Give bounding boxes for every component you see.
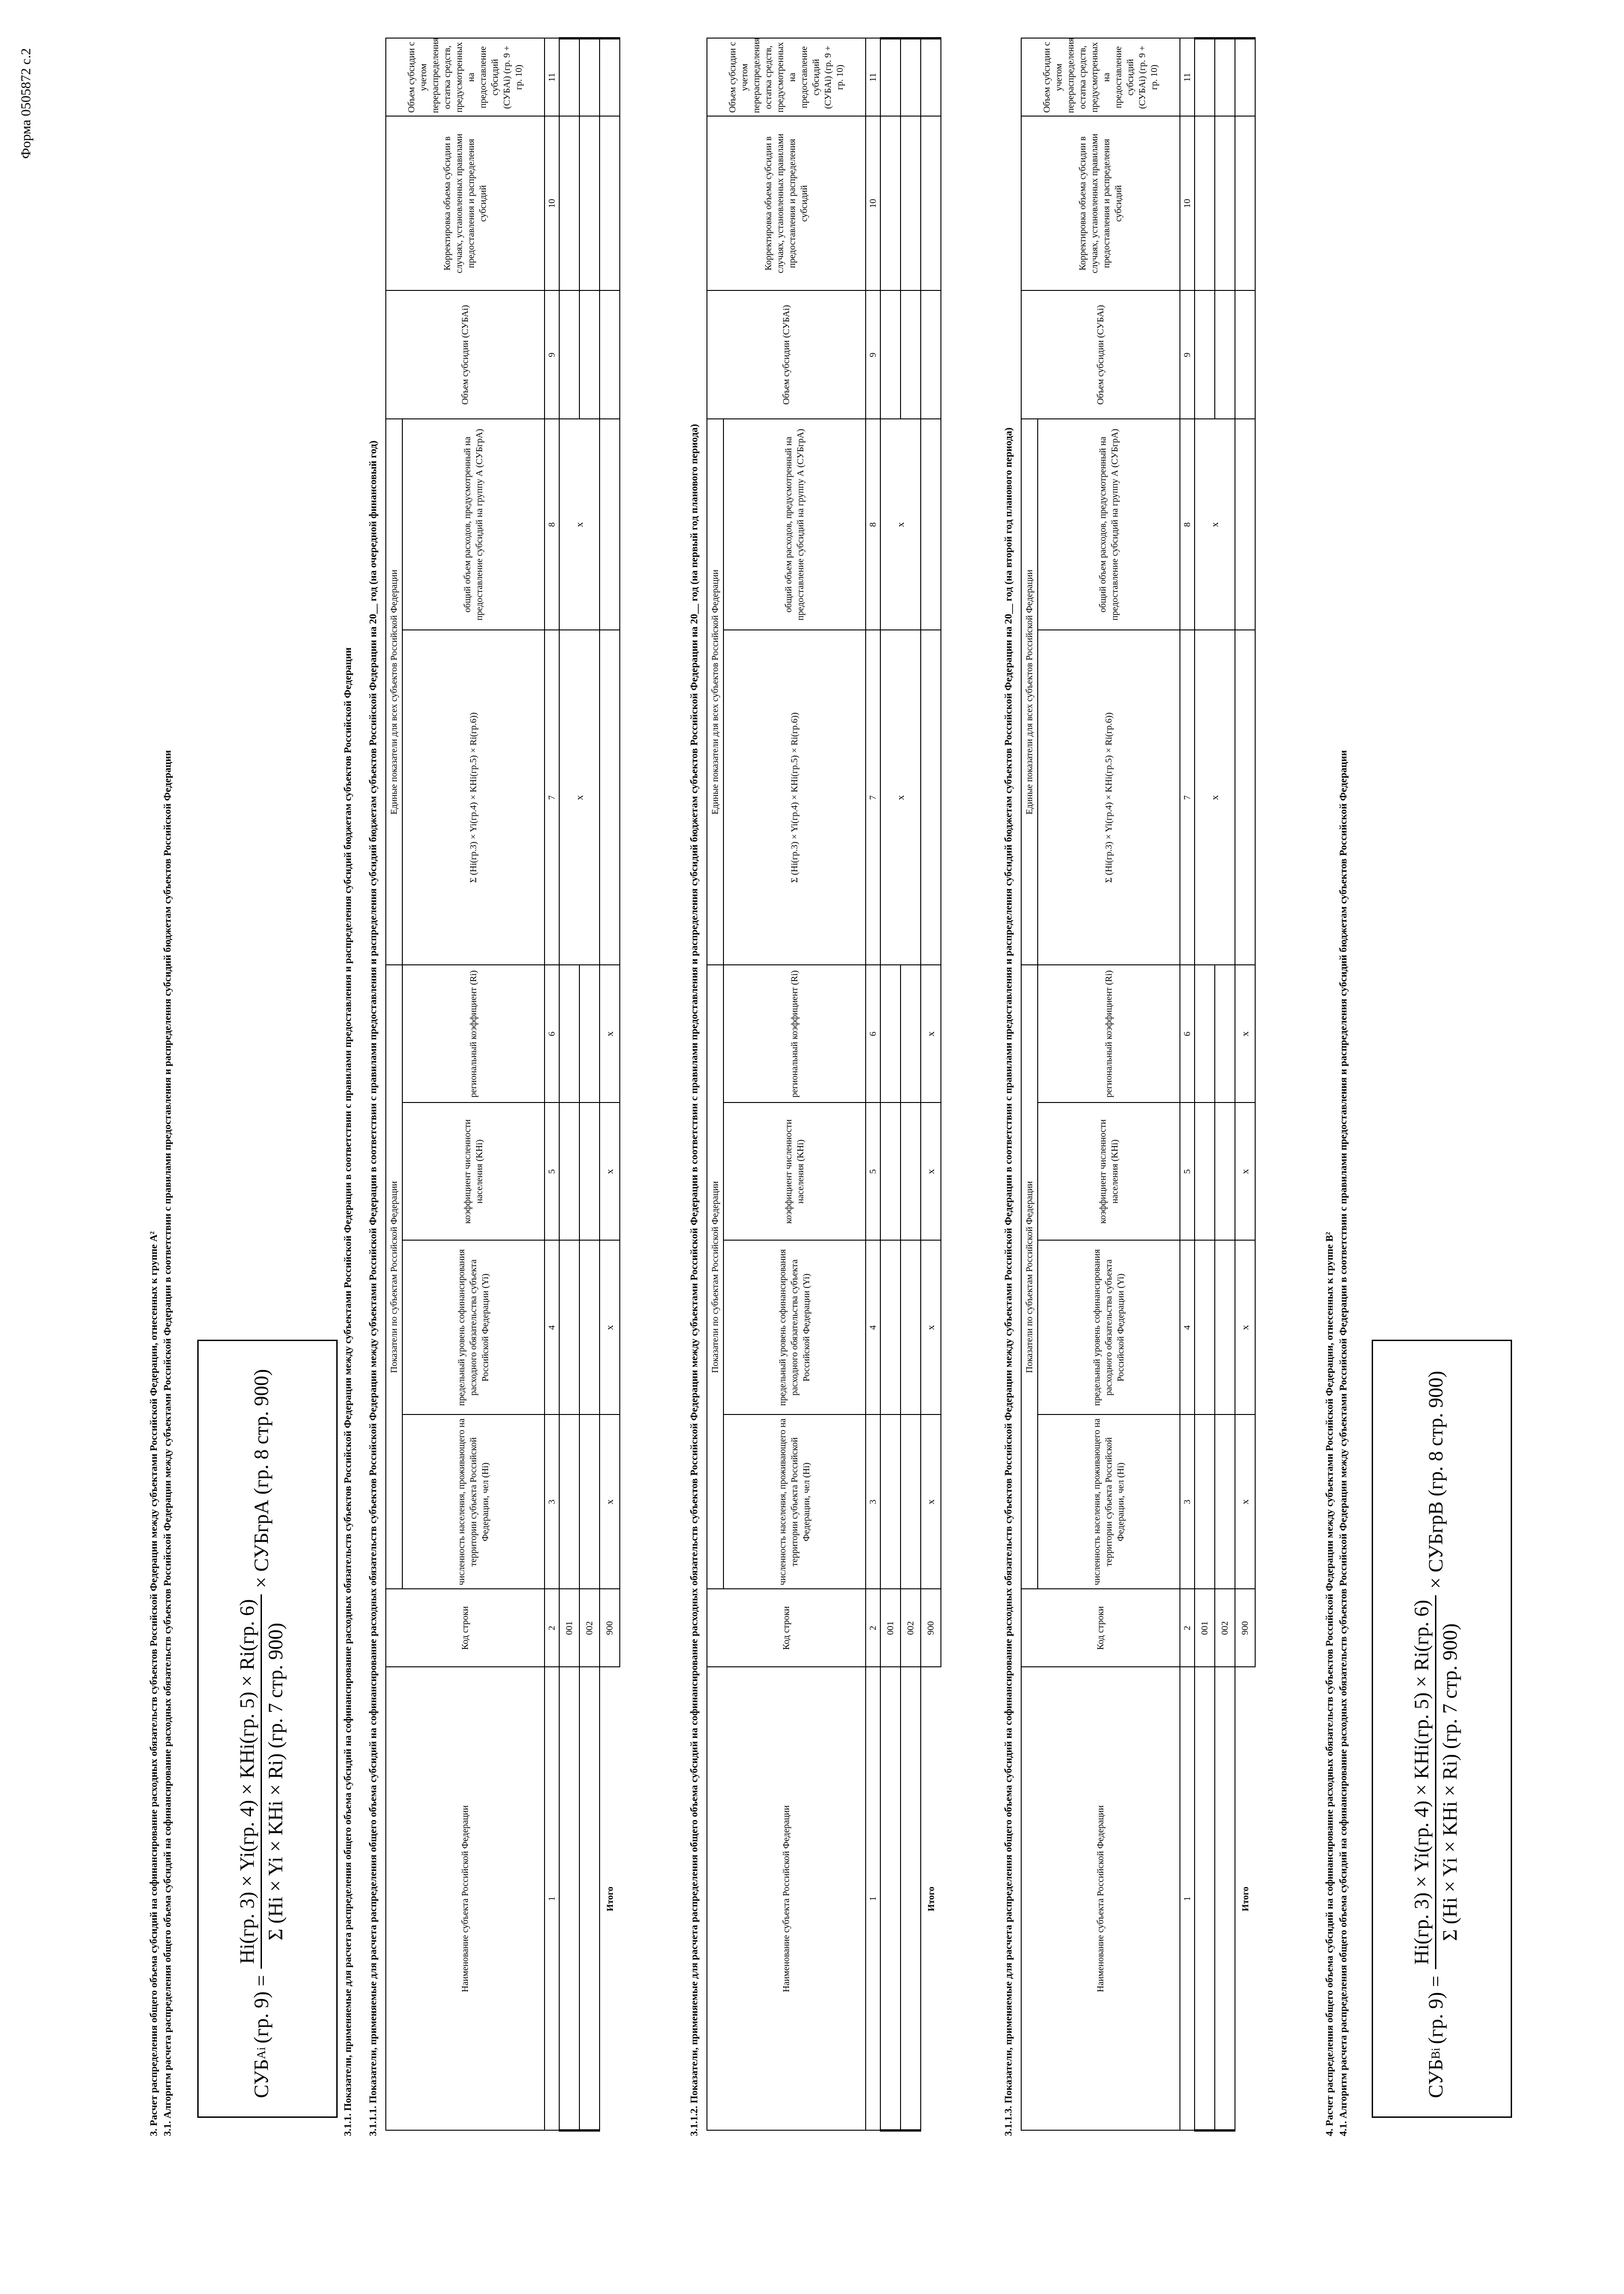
subject-name-cell[interactable]: [1195, 1667, 1215, 2131]
col-subject-name-header: Наименование субъекта Российской Федерации: [707, 1667, 866, 2131]
formula-b: [1410, 1371, 1462, 2098]
col9-header: Объем субсидии (СУБАi): [1021, 290, 1180, 419]
total-value-cell[interactable]: [1235, 38, 1255, 116]
not-applicable-mark: x: [924, 1169, 936, 1174]
column-number: 8: [866, 419, 880, 630]
column-number: 4: [545, 1241, 559, 1415]
total-value-cell[interactable]: [1235, 290, 1255, 419]
col4-header: предельный уровень софинансирования расходного обязательства субъекта Российской Федерации (Yi): [402, 1241, 545, 1415]
not-applicable-mark: x: [924, 1031, 936, 1036]
col-row-code-header: Код строки: [707, 1589, 866, 1667]
not-applicable-cell: [1235, 1103, 1255, 1241]
col5-header: коэффициент численности населения (KHi): [402, 1103, 545, 1241]
col3-header: численность населения, проживающего на территории субъекта Российской Федерации, чел (Hi): [723, 1415, 866, 1589]
total-row: [1235, 38, 1255, 2130]
subject-name-cell[interactable]: [901, 1667, 921, 2131]
group-all-header: Единые показатели для всех субъектов Российской Федерации: [386, 419, 402, 965]
value-cell[interactable]: [579, 1103, 600, 1241]
column-number: 4: [866, 1241, 880, 1415]
group-subject-header: Показатели по субъектам Российской Федерации: [707, 965, 723, 1589]
section311-heading: 3.1.1. Показатели, применяемые для расчета распределения общего объема субсидий на софинансирование расходных обязательств субъектов Российской Федерации между субъектами Российской Федерации в соответствии с правилами предоставления и распределения субсидий бюджетам субъектов Российской Федерации: [342, 647, 353, 2136]
not-applicable-mark: x: [603, 1031, 615, 1036]
row-code-cell: 001: [1195, 1589, 1215, 1667]
not-applicable-mark: x: [1239, 1169, 1251, 1174]
formula-b-denominator: Σ (Hi × Yi × KHi × Ri) (гр. 7 стр. 900): [1439, 1623, 1461, 1941]
row-code-cell: 900: [1235, 1589, 1255, 1667]
total-value-cell[interactable]: [600, 290, 620, 419]
value-cell[interactable]: [1195, 1241, 1215, 1415]
not-applicable-mark: x: [1239, 1031, 1251, 1036]
formula-b-lhs-sub: Вi: [1429, 2048, 1442, 2059]
not-applicable-mark: x: [924, 1325, 936, 1330]
total-label: Итого: [605, 1887, 615, 1911]
value-cell: [880, 419, 921, 630]
col8-header: общий объем расходов, предусмотренный на предоставление субсидий на группу А (СУБгрА): [1038, 419, 1180, 630]
not-applicable-cell: [1235, 965, 1255, 1102]
not-applicable-mark: x: [1239, 1325, 1251, 1330]
formula-a-lhs: СУБ: [250, 2059, 273, 2098]
formula-b-lhs-tail: (гр. 9) =: [1424, 1976, 1447, 2044]
not-applicable-mark: x: [924, 1499, 936, 1504]
total-value-cell[interactable]: [600, 116, 620, 290]
col6-header: региональный коэффициент (Ri): [1038, 965, 1180, 1102]
col11-header: Объем субсидии с учетом перераспределения остатка средств, предусмотренных на предоставление субсидий (СУБАi) (гр. 9 + гр. 10): [707, 38, 866, 116]
column-number-row: [545, 38, 559, 2130]
value-cell[interactable]: [559, 1241, 579, 1415]
column-number: 10: [545, 116, 559, 290]
table-row: [579, 38, 600, 2130]
total-value-cell[interactable]: [600, 38, 620, 116]
value-cell[interactable]: [880, 1103, 901, 1241]
column-number: 1: [545, 1667, 559, 2131]
col4-header: предельный уровень софинансирования расходного обязательства субъекта Российской Федерации (Yi): [723, 1241, 866, 1415]
column-number: 11: [1180, 38, 1195, 116]
col8-header: общий объем расходов, предусмотренный на предоставление субсидий на группу А (СУБгрА): [723, 419, 866, 630]
group-subject-header: Показатели по субъектам Российской Федерации: [386, 965, 402, 1589]
value-cell[interactable]: [880, 38, 901, 116]
col4-header: предельный уровень софинансирования расходного обязательства субъекта Российской Федерации (Yi): [1038, 1241, 1180, 1415]
total-value-cell[interactable]: [1235, 630, 1255, 965]
column-number: 7: [866, 630, 880, 965]
total-label: Итого: [1240, 1887, 1251, 1911]
total-value-cell[interactable]: [1235, 419, 1255, 630]
formula-a-fraction: [235, 1595, 287, 1969]
value-cell[interactable]: [1195, 1103, 1215, 1241]
not-applicable-mark: x: [573, 522, 585, 527]
column-number: 9: [545, 290, 559, 419]
table-3-1-1-3: [1021, 37, 1256, 2132]
column-number: 6: [866, 965, 880, 1102]
value-cell[interactable]: [559, 965, 579, 1102]
column-number: 2: [866, 1589, 880, 1667]
column-number: 6: [1180, 965, 1195, 1102]
column-number: 1: [866, 1667, 880, 2131]
table-row: [559, 38, 579, 2130]
value-cell[interactable]: [559, 38, 579, 116]
table-row: [1195, 38, 1215, 2130]
value-cell: [1195, 419, 1235, 630]
value-cell[interactable]: [901, 38, 921, 116]
group-all-header: Единые показатели для всех субъектов Российской Федерации: [1021, 419, 1038, 965]
table-row: [880, 38, 901, 2130]
col3-header: численность населения, проживающего на территории субъекта Российской Федерации, чел (Hi): [1038, 1415, 1180, 1589]
formula-a-tail: × СУБгрА (гр. 8 стр. 900): [250, 1369, 273, 1588]
total-row: [600, 38, 620, 2130]
table-3-1-1-1: [385, 37, 620, 2132]
value-cell[interactable]: [1195, 38, 1215, 116]
value-cell[interactable]: [880, 116, 901, 290]
row-code-cell: 002: [901, 1589, 921, 1667]
value-cell[interactable]: [1215, 1103, 1235, 1241]
col7-header: Σ (Hi(гр.3) × Yi(гр.4) × KHi(гр.5) × Ri(гр.6)): [1038, 630, 1180, 965]
table1-caption: 3.1.1.1. Показатели, применяемые для расчета распределения общего объема субсидий на софинансирование расходных обязательств субъектов Российской Федерации между субъектами Российской Федерации в соответствии с правилами предоставления и распределения субсидий бюджетам субъектов Российской Федерации на 20__ год (на очередной финансовый год): [367, 440, 378, 2136]
column-number: 6: [545, 965, 559, 1102]
col10-header: Корректировка объема субсидии в случаях, установленных правилами предоставления и распределения субсидий: [386, 116, 545, 290]
value-cell[interactable]: [1195, 116, 1215, 290]
table3-caption: 3.1.1.3. Показатели, применяемые для расчета распределения общего объема субсидий на софинансирование расходных обязательств субъектов Российской Федерации между субъектами Российской Федерации в соответствии с правилами предоставления и распределения субсидий бюджетам субъектов Российской Федерации на 20__ год (на второй год планового периода): [1002, 427, 1014, 2136]
col7-header: Σ (Hi(гр.3) × Yi(гр.4) × KHi(гр.5) × Ri(гр.6)): [402, 630, 545, 965]
not-applicable-mark: x: [573, 795, 585, 800]
formula-b-lhs: СУБ: [1424, 2059, 1447, 2098]
section3-subheading: 3.1. Алгоритм расчета распределения общего объема субсидий на софинансирование расходных обязательств субъектов Российской Федерации между субъектами Российской Федерации в соответствии с правилами предоставления и распределения субсидий бюджетам субъектов Российской Федерации: [161, 750, 173, 2136]
value-cell: [559, 419, 600, 630]
value-cell[interactable]: [1215, 38, 1235, 116]
value-cell[interactable]: [559, 116, 579, 290]
formula-b-tail: × СУБгрВ (гр. 8 стр. 900): [1424, 1370, 1447, 1589]
value-cell[interactable]: [579, 1241, 600, 1415]
subject-name-cell[interactable]: [1215, 1667, 1235, 2131]
value-cell[interactable]: [579, 38, 600, 116]
table2-caption: 3.1.1.2. Показатели, применяемые для расчета распределения общего объема субсидий на софинансирование расходных обязательств субъектов Российской Федерации между субъектами Российской Федерации в соответствии с правилами предоставления и распределения субсидий бюджетам субъектов Российской Федерации на 20__ год (на первый год планового периода): [688, 424, 700, 2136]
value-cell: [559, 630, 600, 965]
column-number: 3: [1180, 1415, 1195, 1589]
value-cell: [1195, 630, 1235, 965]
column-number: 9: [1180, 290, 1195, 419]
col11-header: Объем субсидии с учетом перераспределения остатка средств, предусмотренных на предоставление субсидий (СУБАi) (гр. 9 + гр. 10): [386, 38, 545, 116]
column-number: 11: [545, 38, 559, 116]
column-number: 7: [545, 630, 559, 965]
subject-name-cell[interactable]: [579, 1667, 600, 2131]
subject-name-cell[interactable]: [559, 1667, 579, 2131]
total-value-cell[interactable]: [921, 116, 941, 290]
row-code-cell: 900: [600, 1589, 620, 1667]
value-cell[interactable]: [901, 116, 921, 290]
section4-heading: 4. Расчет распределения общего объема субсидий на софинансирование расходных обязательств субъектов Российской Федерации между субъектами Российской Федерации, отнесенных к группе В²: [1324, 1232, 1335, 2136]
column-number: 8: [545, 419, 559, 630]
column-number: 5: [545, 1103, 559, 1241]
value-cell[interactable]: [559, 1415, 579, 1589]
col6-header: региональный коэффициент (Ri): [723, 965, 866, 1102]
col11-header: Объем субсидии с учетом перераспределения остатка средств, предусмотренных на предоставление субсидий (СУБАi) (гр. 9 + гр. 10): [1021, 38, 1180, 116]
form-code: Форма 0505872 с.2: [18, 48, 33, 159]
total-value-cell[interactable]: [921, 419, 941, 630]
value-cell[interactable]: [1195, 290, 1215, 419]
header-row: [386, 38, 402, 2130]
column-number: 1: [1180, 1667, 1195, 2131]
value-cell[interactable]: [880, 290, 901, 419]
formula-a-lhs-tail: (гр. 9) =: [250, 1975, 273, 2043]
column-number: 2: [1180, 1589, 1195, 1667]
not-applicable-cell: [600, 1415, 620, 1589]
total-value-cell[interactable]: [600, 419, 620, 630]
formula-a: [235, 1369, 287, 2098]
group-subject-header: Показатели по субъектам Российской Федерации: [1021, 965, 1038, 1589]
value-cell[interactable]: [579, 965, 600, 1102]
value-cell: [880, 630, 921, 965]
column-number: 10: [866, 116, 880, 290]
col10-header: Корректировка объема субсидии в случаях, установленных правилами предоставления и распределения субсидий: [1021, 116, 1180, 290]
column-number: 5: [1180, 1103, 1195, 1241]
formula-box-b: [1372, 1340, 1512, 2118]
value-cell[interactable]: [901, 965, 921, 1102]
column-number: 5: [866, 1103, 880, 1241]
value-cell[interactable]: [1195, 965, 1215, 1102]
value-cell[interactable]: [901, 1241, 921, 1415]
not-applicable-cell: [921, 965, 941, 1102]
total-row: [921, 38, 941, 2130]
not-applicable-mark: x: [603, 1169, 615, 1174]
col3-header: численность населения, проживающего на территории субъекта Российской Федерации, чел (Hi): [402, 1415, 545, 1589]
total-value-cell[interactable]: [600, 630, 620, 965]
section3-heading: 3. Расчет распределения общего объема субсидий на софинансирование расходных обязательств субъектов Российской Федерации между субъектами Российской Федерации, отнесенных к группе А²: [148, 1231, 159, 2136]
row-code-cell: 001: [559, 1589, 579, 1667]
column-number: 3: [545, 1415, 559, 1589]
column-number: 7: [1180, 630, 1195, 965]
table-3-1-1-2: [706, 37, 941, 2132]
not-applicable-mark: x: [603, 1499, 615, 1504]
not-applicable-mark: x: [894, 522, 906, 527]
not-applicable-cell: [921, 1241, 941, 1415]
value-cell[interactable]: [1215, 965, 1235, 1102]
value-cell[interactable]: [1215, 116, 1235, 290]
value-cell[interactable]: [579, 116, 600, 290]
col9-header: Объем субсидии (СУБАi): [707, 290, 866, 419]
value-cell[interactable]: [579, 290, 600, 419]
header-row: [707, 38, 723, 2130]
column-number-row: [1180, 38, 1195, 2130]
column-number: 2: [545, 1589, 559, 1667]
value-cell[interactable]: [880, 965, 901, 1102]
total-value-cell[interactable]: [921, 290, 941, 419]
col5-header: коэффициент численности населения (KHi): [723, 1103, 866, 1241]
not-applicable-mark: x: [894, 795, 906, 800]
subject-name-cell[interactable]: [880, 1667, 901, 2131]
column-number: 9: [866, 290, 880, 419]
column-number: 11: [866, 38, 880, 116]
row-code-cell: 900: [921, 1589, 941, 1667]
column-number-row: [866, 38, 880, 2130]
formula-a-lhs-sub: Аi: [254, 2047, 268, 2059]
not-applicable-mark: x: [1239, 1499, 1251, 1504]
col-subject-name-header: Наименование субъекта Российской Федерации: [386, 1667, 545, 2131]
group-all-header: Единые показатели для всех субъектов Российской Федерации: [707, 419, 723, 965]
row-code-cell: 002: [1215, 1589, 1235, 1667]
col5-header: коэффициент численности населения (KHi): [1038, 1103, 1180, 1241]
formula-b-fraction: [1410, 1595, 1462, 1969]
col-subject-name-header: Наименование субъекта Российской Федерации: [1021, 1667, 1180, 2131]
value-cell[interactable]: [559, 1103, 579, 1241]
table-row: [1215, 38, 1235, 2130]
value-cell[interactable]: [1215, 290, 1235, 419]
col7-header: Σ (Hi(гр.3) × Yi(гр.4) × KHi(гр.5) × Ri(гр.6)): [723, 630, 866, 965]
value-cell[interactable]: [901, 1103, 921, 1241]
value-cell[interactable]: [901, 1415, 921, 1589]
col9-header: Объем субсидии (СУБАi): [386, 290, 545, 419]
section4-subheading: 4.1. Алгоритм расчета распределения общего объема субсидий на софинансирование расходных обязательств субъектов Российской Федерации между субъектами Российской Федерации в соответствии с правилами предоставления и распределения субсидий бюджетам субъектов Российской Федерации: [1337, 750, 1349, 2136]
value-cell[interactable]: [1215, 1415, 1235, 1589]
formula-a-denominator: Σ (Hi × Yi × KHi × Ri) (гр. 7 стр. 900): [264, 1622, 287, 1941]
value-cell[interactable]: [901, 290, 921, 419]
column-number: 10: [1180, 116, 1195, 290]
not-applicable-cell: [600, 1241, 620, 1415]
not-applicable-cell: [600, 1103, 620, 1241]
not-applicable-mark: x: [1208, 795, 1220, 800]
not-applicable-cell: [921, 1103, 941, 1241]
value-cell[interactable]: [1215, 1241, 1235, 1415]
column-number: 4: [1180, 1241, 1195, 1415]
row-code-cell: 002: [579, 1589, 600, 1667]
table-row: [901, 38, 921, 2130]
row-code-cell: 001: [880, 1589, 901, 1667]
total-value-cell[interactable]: [1235, 116, 1255, 290]
value-cell[interactable]: [1195, 1415, 1215, 1589]
not-applicable-mark: x: [603, 1325, 615, 1330]
formula-box-a: [197, 1340, 338, 2118]
total-value-cell[interactable]: [921, 38, 941, 116]
value-cell[interactable]: [559, 290, 579, 419]
col6-header: региональный коэффициент (Ri): [402, 965, 545, 1102]
header-row: [1021, 38, 1038, 2130]
formula-a-numerator: Hi(гр. 3) × Yi(гр. 4) × KHi(гр. 5) × Ri(гр. 6): [235, 1595, 262, 1969]
total-value-cell[interactable]: [921, 630, 941, 965]
not-applicable-cell: [1235, 1415, 1255, 1589]
col-row-code-header: Код строки: [386, 1589, 545, 1667]
not-applicable-cell: [600, 965, 620, 1102]
col-row-code-header: Код строки: [1021, 1589, 1180, 1667]
not-applicable-cell: [921, 1415, 941, 1589]
column-number: 8: [1180, 419, 1195, 630]
not-applicable-mark: x: [1208, 522, 1220, 527]
column-number: 3: [866, 1415, 880, 1589]
value-cell[interactable]: [880, 1241, 901, 1415]
value-cell[interactable]: [880, 1415, 901, 1589]
value-cell[interactable]: [579, 1415, 600, 1589]
formula-b-numerator: Hi(гр. 3) × Yi(гр. 4) × KHi(гр. 5) × Ri(гр. 6): [1410, 1595, 1436, 1969]
col10-header: Корректировка объема субсидии в случаях, установленных правилами предоставления и распределения субсидий: [707, 116, 866, 290]
col8-header: общий объем расходов, предусмотренный на предоставление субсидий на группу А (СУБгрА): [402, 419, 545, 630]
not-applicable-cell: [1235, 1241, 1255, 1415]
total-label: Итого: [926, 1887, 936, 1911]
